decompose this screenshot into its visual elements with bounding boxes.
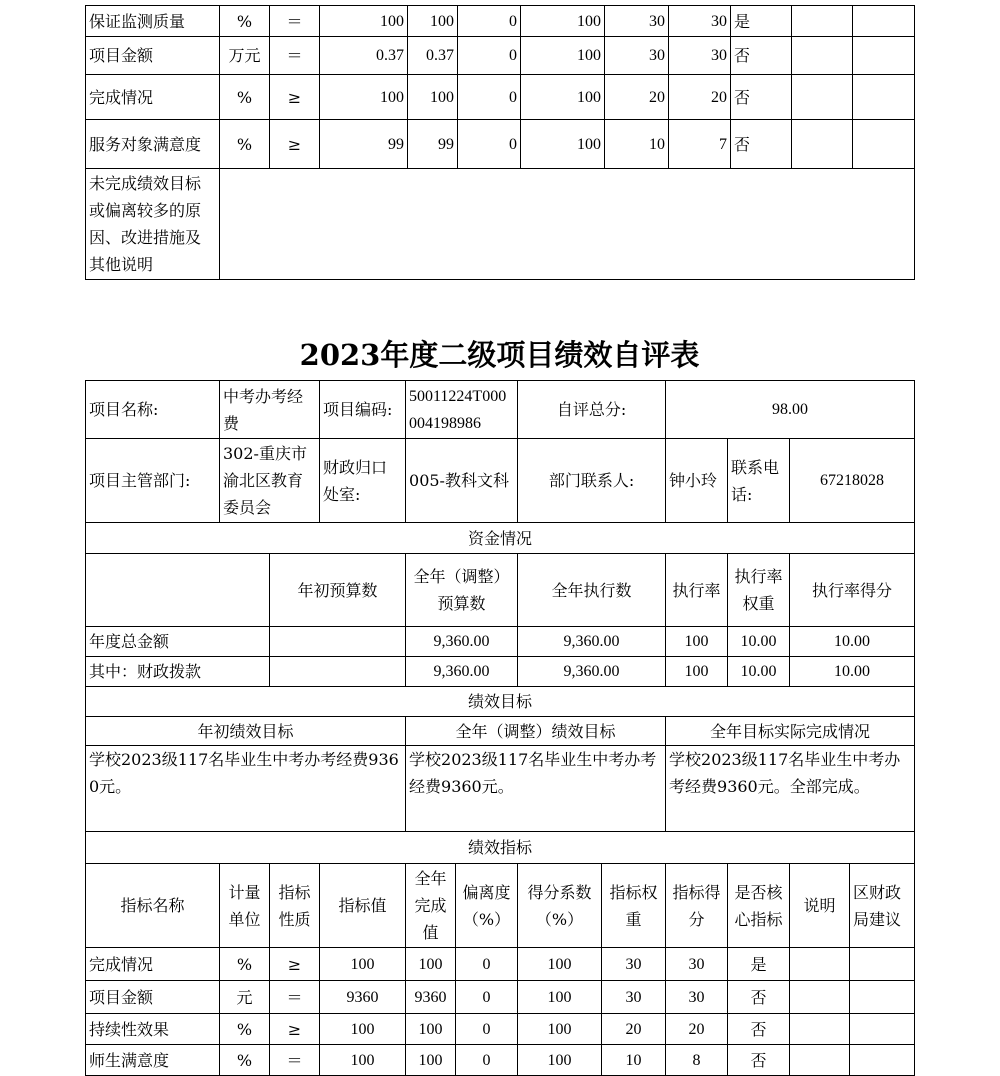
indicator-weight: 20 — [602, 1014, 666, 1045]
indicator-note — [792, 6, 853, 37]
indicator-note — [790, 981, 850, 1014]
indicator-note — [792, 75, 853, 120]
indicator-advice — [853, 6, 915, 37]
funds-label: 其中：财政拨款 — [86, 657, 270, 687]
indicator-advice — [850, 1045, 915, 1076]
indicator-coef: 100 — [521, 75, 605, 120]
indicator-actual: 100 — [408, 6, 458, 37]
indicator-weight: 30 — [605, 6, 669, 37]
finance-label: 财政归口处室: — [320, 439, 406, 523]
table-row — [86, 37, 915, 75]
indicator-target: 9360 — [320, 981, 406, 1014]
indicator-actual: 100 — [408, 75, 458, 120]
indicator-nature: ≥ — [270, 75, 320, 120]
funds-executed: 9,360.00 — [518, 627, 666, 657]
funds-header-initial: 年初预算数 — [270, 554, 406, 627]
indicator-core: 否 — [731, 37, 792, 75]
project-code: 50011224T000004198986 — [406, 381, 518, 439]
funds-header-score: 执行率得分 — [790, 554, 915, 627]
indicator-unit: 元 — [220, 981, 270, 1014]
indicator-deviation: 0 — [458, 37, 521, 75]
indicator-advice — [850, 981, 915, 1014]
indicator-core: 是 — [728, 948, 790, 981]
table-row — [86, 657, 915, 687]
ind-header-nature: 指标性质 — [270, 864, 320, 948]
indicators-section-title: 绩效指标 — [86, 832, 915, 864]
indicator-name: 师生满意度 — [86, 1045, 220, 1076]
funds-weight: 10.00 — [728, 627, 790, 657]
department-info-row — [86, 439, 915, 523]
finance: 005-教科文科 — [406, 439, 518, 523]
indicator-weight: 10 — [602, 1045, 666, 1076]
table-row — [86, 1014, 915, 1045]
project-code-label: 项目编码: — [320, 381, 406, 439]
indicator-score: 20 — [666, 1014, 728, 1045]
indicator-advice — [853, 37, 915, 75]
project-name-label: 项目名称: — [86, 381, 220, 439]
self-evaluation-table — [85, 380, 915, 1076]
indicator-target: 100 — [320, 6, 408, 37]
indicator-note — [792, 37, 853, 75]
indicator-deviation: 0 — [456, 981, 518, 1014]
previous-indicator-table — [85, 5, 915, 280]
funds-initial — [270, 657, 406, 687]
indicator-name: 保证监测质量 — [86, 6, 220, 37]
project-info-row — [86, 381, 915, 439]
indicator-advice — [850, 948, 915, 981]
table-row — [86, 75, 915, 120]
indicator-weight: 30 — [602, 948, 666, 981]
indicator-unit: % — [220, 1014, 270, 1045]
section-header — [86, 523, 915, 554]
funds-adjusted: 9,360.00 — [406, 657, 518, 687]
indicator-coef: 100 — [518, 981, 602, 1014]
goals-header-actual: 全年目标实际完成情况 — [666, 717, 915, 746]
indicator-coef: 100 — [521, 6, 605, 37]
indicator-nature: ≥ — [270, 948, 320, 981]
ind-header-core: 是否核心指标 — [728, 864, 790, 948]
indicator-actual: 100 — [406, 1045, 456, 1076]
funds-initial — [270, 627, 406, 657]
indicator-advice — [853, 120, 915, 169]
ind-header-target: 指标值 — [320, 864, 406, 948]
indicator-note — [790, 1014, 850, 1045]
funds-header-adjusted: 全年（调整）预算数 — [406, 554, 518, 627]
indicator-nature: ＝ — [270, 6, 320, 37]
goal-adjusted: 学校2023级117名毕业生中考办考经费9360元。 — [406, 746, 666, 832]
phone-label: 联系电话: — [728, 439, 790, 523]
table-row — [86, 120, 915, 169]
indicator-target: 99 — [320, 120, 408, 169]
indicator-score: 7 — [669, 120, 731, 169]
funds-rate: 100 — [666, 657, 728, 687]
indicator-nature: ≥ — [270, 120, 320, 169]
funds-header-weight: 执行率权重 — [728, 554, 790, 627]
indicator-name: 持续性效果 — [86, 1014, 220, 1045]
indicator-core: 否 — [731, 75, 792, 120]
indicator-score: 30 — [666, 981, 728, 1014]
indicator-unit: % — [220, 6, 270, 37]
indicator-actual: 100 — [406, 948, 456, 981]
goals-header-initial: 年初绩效目标 — [86, 717, 406, 746]
funds-header-row — [86, 554, 915, 627]
indicator-coef: 100 — [518, 948, 602, 981]
table-row — [86, 1045, 915, 1076]
indicator-name: 项目金额 — [86, 37, 220, 75]
indicator-target: 100 — [320, 948, 406, 981]
goals-header-adjusted: 全年（调整）绩效目标 — [406, 717, 666, 746]
indicator-nature: ＝ — [270, 981, 320, 1014]
ind-header-deviation: 偏离度（%） — [456, 864, 518, 948]
indicator-nature: ＝ — [270, 37, 320, 75]
contact-label: 部门联系人: — [518, 439, 666, 523]
table-row — [86, 627, 915, 657]
indicator-unit: % — [220, 948, 270, 981]
indicator-actual: 0.37 — [408, 37, 458, 75]
indicator-coef: 100 — [518, 1014, 602, 1045]
remark-row — [86, 169, 915, 280]
indicator-note — [790, 948, 850, 981]
indicators-header-row — [86, 864, 915, 948]
indicator-nature: ＝ — [270, 1045, 320, 1076]
project-name: 中考办考经费 — [220, 381, 320, 439]
funds-label: 年度总金额 — [86, 627, 270, 657]
indicator-nature: ≥ — [270, 1014, 320, 1045]
indicator-coef: 100 — [518, 1045, 602, 1076]
dept: 302-重庆市渝北区教育委员会 — [220, 439, 320, 523]
indicator-weight: 30 — [605, 37, 669, 75]
goal-initial: 学校2023级117名毕业生中考办考经费9360元。 — [86, 746, 406, 832]
indicator-note — [790, 1045, 850, 1076]
goal-actual: 学校2023级117名毕业生中考办考经费9360元。全部完成。 — [666, 746, 915, 832]
indicator-deviation: 0 — [456, 1014, 518, 1045]
indicator-core: 否 — [728, 1045, 790, 1076]
table-row — [86, 981, 915, 1014]
funds-score: 10.00 — [790, 627, 915, 657]
indicator-core: 否 — [728, 1014, 790, 1045]
funds-section-title: 资金情况 — [86, 523, 915, 554]
indicator-core: 是 — [731, 6, 792, 37]
contact: 钟小玲 — [666, 439, 728, 523]
page-title: 2023年度二级项目绩效自评表 — [299, 338, 700, 372]
section-header — [86, 687, 915, 717]
ind-header-note: 说明 — [790, 864, 850, 948]
funds-header-executed: 全年执行数 — [518, 554, 666, 627]
indicator-name: 项目金额 — [86, 981, 220, 1014]
goals-content-row — [86, 746, 915, 832]
ind-header-coef: 得分系数（%） — [518, 864, 602, 948]
indicator-weight: 20 — [605, 75, 669, 120]
funds-corner — [86, 554, 270, 627]
indicator-actual: 100 — [406, 1014, 456, 1045]
indicator-unit: % — [220, 1045, 270, 1076]
self-score: 98.00 — [666, 381, 915, 439]
indicator-deviation: 0 — [458, 120, 521, 169]
funds-executed: 9,360.00 — [518, 657, 666, 687]
indicator-unit: 万元 — [220, 37, 270, 75]
indicator-weight: 30 — [602, 981, 666, 1014]
indicator-weight: 10 — [605, 120, 669, 169]
ind-header-actual: 全年完成值 — [406, 864, 456, 948]
indicator-advice — [850, 1014, 915, 1045]
indicator-coef: 100 — [521, 120, 605, 169]
indicator-actual: 9360 — [406, 981, 456, 1014]
table-row — [86, 948, 915, 981]
indicator-score: 30 — [669, 6, 731, 37]
section-header — [86, 832, 915, 864]
goals-section-title: 绩效目标 — [86, 687, 915, 717]
indicator-target: 100 — [320, 1045, 406, 1076]
indicator-score: 20 — [669, 75, 731, 120]
indicator-unit: % — [220, 75, 270, 120]
indicator-target: 100 — [320, 1014, 406, 1045]
funds-score: 10.00 — [790, 657, 915, 687]
indicator-unit: % — [220, 120, 270, 169]
indicator-name: 完成情况 — [86, 948, 220, 981]
ind-header-advice: 区财政局建议 — [850, 864, 915, 948]
indicator-actual: 99 — [408, 120, 458, 169]
ind-header-unit: 计量单位 — [220, 864, 270, 948]
indicator-name: 服务对象满意度 — [86, 120, 220, 169]
dept-label: 项目主管部门: — [86, 439, 220, 523]
indicator-deviation: 0 — [458, 75, 521, 120]
indicator-score: 30 — [669, 37, 731, 75]
indicator-deviation: 0 — [456, 1045, 518, 1076]
funds-rate: 100 — [666, 627, 728, 657]
goals-header-row — [86, 717, 915, 746]
indicator-deviation: 0 — [458, 6, 521, 37]
table-row — [86, 6, 915, 37]
indicator-score: 8 — [666, 1045, 728, 1076]
funds-header-rate: 执行率 — [666, 554, 728, 627]
ind-header-name: 指标名称 — [86, 864, 220, 948]
indicator-coef: 100 — [521, 37, 605, 75]
phone: 67218028 — [790, 439, 915, 523]
funds-adjusted: 9,360.00 — [406, 627, 518, 657]
self-score-label: 自评总分: — [518, 381, 666, 439]
indicator-score: 30 — [666, 948, 728, 981]
indicator-name: 完成情况 — [86, 75, 220, 120]
indicator-target: 0.37 — [320, 37, 408, 75]
indicator-deviation: 0 — [456, 948, 518, 981]
indicator-core: 否 — [728, 981, 790, 1014]
funds-weight: 10.00 — [728, 657, 790, 687]
remark-content — [220, 169, 915, 280]
indicator-advice — [853, 75, 915, 120]
indicator-core: 否 — [731, 120, 792, 169]
indicator-target: 100 — [320, 75, 408, 120]
remark-label: 未完成绩效目标或偏离较多的原因、改进措施及其他说明 — [86, 169, 220, 280]
indicator-note — [792, 120, 853, 169]
ind-header-weight: 指标权重 — [602, 864, 666, 948]
ind-header-score: 指标得分 — [666, 864, 728, 948]
